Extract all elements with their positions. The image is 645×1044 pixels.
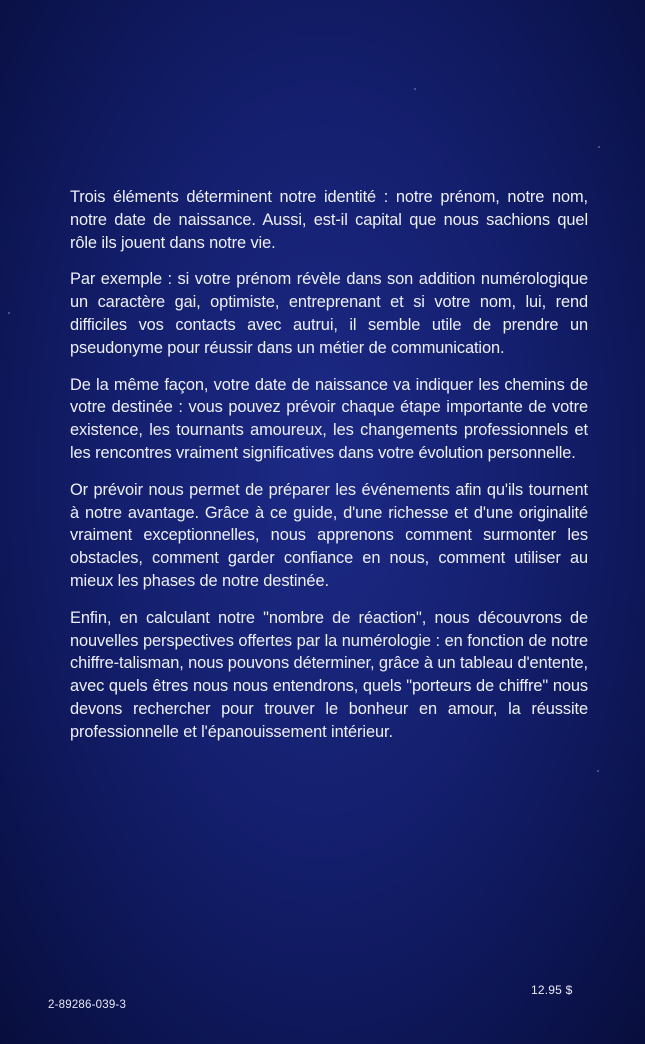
isbn-label: 2-89286-039-3 <box>48 999 127 1011</box>
blurb-paragraph-4: Or prévoir nous permet de préparer les événements afin qu'ils tournent à notre avantage. Grâce à ce guide, d'une richesse et d'une originalité vraiment exceptionnelles, nous apprenons comment surmonter les obstacles, comment garder confiance en nous, comment utiliser au mieux les phases de notre destinée. <box>70 480 588 590</box>
blurb-paragraph-3: De la même façon, votre date de naissance va indiquer les chemins de votre destinée : vous pouvez prévoir chaque étape importante de votre existence, les tournants amoureux, les changements professionnels et les rencontres vraiment significatives dans votre évolution personnelle. <box>70 375 588 462</box>
print-speck <box>8 312 10 314</box>
print-speck <box>597 770 599 772</box>
print-speck <box>414 88 416 90</box>
print-speck <box>598 146 600 148</box>
blurb-text <box>70 186 588 758</box>
blurb-paragraph-1: Trois éléments déterminent notre identité : notre prénom, notre nom, notre date de naissance. Aussi, est-il capital que nous sachions quel rôle ils jouent dans notre vie. <box>70 188 588 252</box>
blurb-paragraph-5: Enfin, en calculant notre "nombre de réaction", nous découvrons de nouvelles perspectives offertes par la numérologie : en fonction de notre chiffre-talisman, nous pouvons déterminer, grâce à un tableau d'entente, avec quels êtres nous nous entendrons, quels "porteurs de chiffre" nous devons rechercher pour trouver le bonheur en amour, la réussite professionnelle et l'épanouissement intérieur. <box>70 608 588 741</box>
blurb-paragraph-2: Par exemple : si votre prénom révèle dans son addition numérologique un caractère gai, optimiste, entreprenant et si votre nom, lui, rend difficiles vos contacts avec autrui, il semble utile de prendre un pseudonyme pour réussir dans un métier de communication. <box>70 270 588 357</box>
price-label: 12.95 $ <box>531 983 573 997</box>
